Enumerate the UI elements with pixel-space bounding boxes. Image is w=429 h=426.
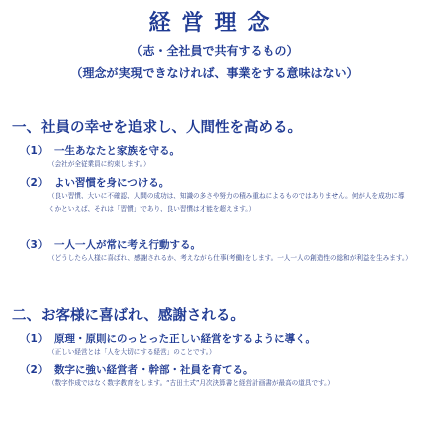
item-number: （2） xyxy=(20,177,49,189)
item-description: （良い習慣、大いに不確認、人間の成功は、知識の多さや努力の積み重ねによるものではありません。何が人を成功に導くかといえば、それは「習慣」であり、良い習慣は才能を超えます。） xyxy=(48,192,405,213)
item-label: 一生あなたと家族を守る。 xyxy=(54,145,180,157)
item-label: 原理・原則にのっとった正しい経営をするように導く。 xyxy=(54,333,316,345)
subtitle-meaning-of-business: （理念が実現できなければ、事業をする意味はない） xyxy=(70,66,359,80)
item-number: （1） xyxy=(20,145,49,157)
item-label: 数字に強い経営者・幹部・社員を育てる。 xyxy=(54,364,254,376)
section-heading-customer-gratitude: 二、お客様に喜ばれ、感謝される。 xyxy=(12,308,245,324)
item-protect-family xyxy=(20,143,420,158)
item-number: （1） xyxy=(20,333,49,345)
item-description: （正しい経営とは「人を大切にする経営」のことです。） xyxy=(48,348,216,356)
item-description: （数字作成ではなく数字教育をします。“古田土式”月次決算書と経営計画書が最高の道具です。） xyxy=(48,379,335,387)
item-correct-management xyxy=(20,331,420,346)
section-heading-employee-happiness: 一、社員の幸せを追求し、人間性を高める。 xyxy=(12,120,302,136)
page-title: 経営理念 xyxy=(148,11,281,36)
item-number: （3） xyxy=(20,239,49,251)
subtitle-shared-vision: （志・全社員で共有するもの） xyxy=(130,44,299,58)
item-label: よい習慣を身につける。 xyxy=(54,177,170,189)
item-label: 一人一人が常に考え行動する。 xyxy=(54,239,201,251)
item-number-strong-people xyxy=(20,362,420,377)
item-description: （どうしたら人様に喜ばれ、感謝されるか、考えながら仕事(考働)をします。一人一人の創造性の総和が利益を生みます。） xyxy=(48,254,412,262)
item-number: （2） xyxy=(20,364,49,376)
item-good-habits xyxy=(20,175,420,190)
item-think-and-act xyxy=(20,237,420,252)
item-description: （会社が全従業員に約束します。） xyxy=(48,160,150,168)
